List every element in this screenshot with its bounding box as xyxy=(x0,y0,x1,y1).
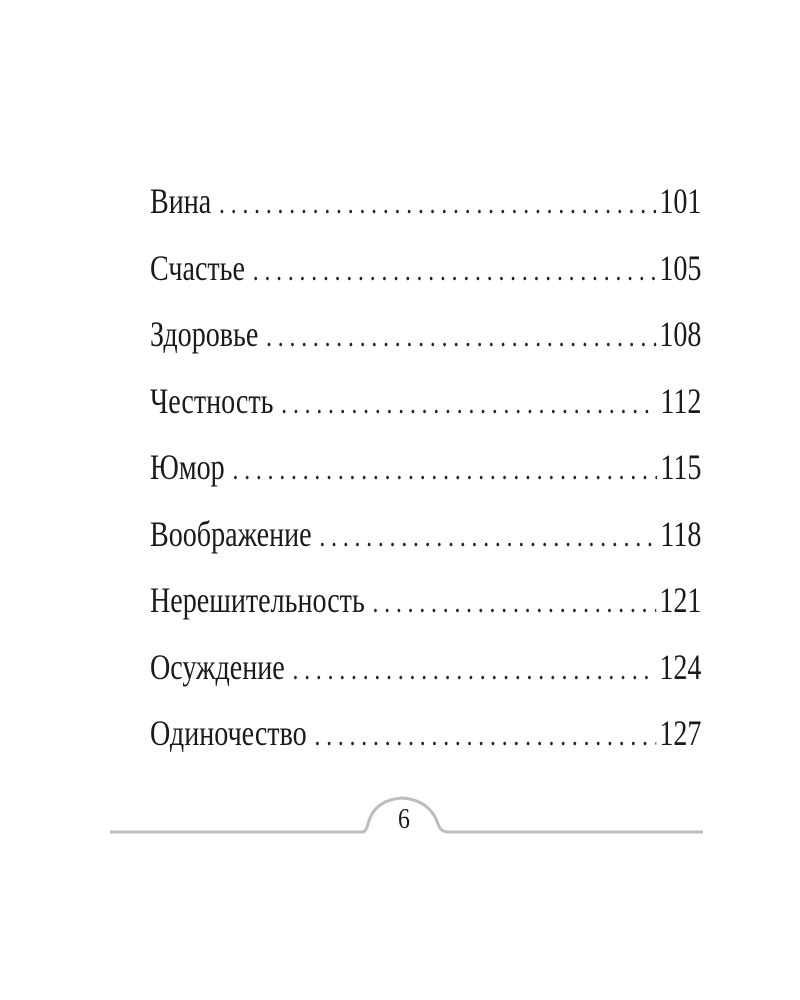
toc-entry-page: 121 xyxy=(659,580,702,620)
toc-entry-page: 118 xyxy=(660,513,702,554)
toc-dot-leader xyxy=(233,437,658,504)
toc-entry[interactable] xyxy=(150,168,701,235)
toc-entry-page: 108 xyxy=(659,314,702,354)
toc-entry[interactable] xyxy=(150,235,701,302)
toc-entry[interactable] xyxy=(150,567,701,634)
toc-entry-title: Здоровье xyxy=(150,314,259,354)
toc-entry-title: Счастье xyxy=(150,247,245,288)
toc-entry-page: 101 xyxy=(659,181,702,221)
toc-entry-title: Вина xyxy=(150,181,212,221)
toc-entry[interactable] xyxy=(150,501,701,568)
table-of-contents xyxy=(150,168,702,767)
toc-entry[interactable] xyxy=(150,368,701,435)
toc-entry-title: Одиночество xyxy=(150,713,307,753)
toc-dot-leader xyxy=(373,570,657,637)
toc-entry-title: Юмор xyxy=(150,447,225,487)
toc-dot-leader xyxy=(266,304,656,371)
toc-entry-page: 112 xyxy=(660,380,702,421)
toc-dot-leader xyxy=(293,637,657,704)
toc-entry[interactable] xyxy=(150,301,701,368)
toc-dot-leader xyxy=(253,238,656,305)
toc-entry[interactable] xyxy=(150,700,701,767)
toc-entry-title: Нерешительность xyxy=(150,580,365,620)
toc-entry-page: 105 xyxy=(659,247,702,288)
toc-entry-page: 127 xyxy=(659,713,702,753)
toc-entry-page: 124 xyxy=(659,646,702,687)
toc-dot-leader xyxy=(219,171,656,238)
toc-entry-title: Осуждение xyxy=(150,646,285,687)
toc-entry-page: 115 xyxy=(660,447,702,487)
toc-dot-leader xyxy=(281,371,657,438)
toc-dot-leader xyxy=(319,504,657,571)
toc-entry[interactable] xyxy=(150,634,701,701)
toc-dot-leader xyxy=(314,703,656,770)
toc-entry-title: Воображение xyxy=(150,513,312,554)
toc-entry[interactable] xyxy=(150,434,701,501)
page-number: 6 xyxy=(398,804,410,835)
toc-entry-title: Честность xyxy=(150,380,274,421)
